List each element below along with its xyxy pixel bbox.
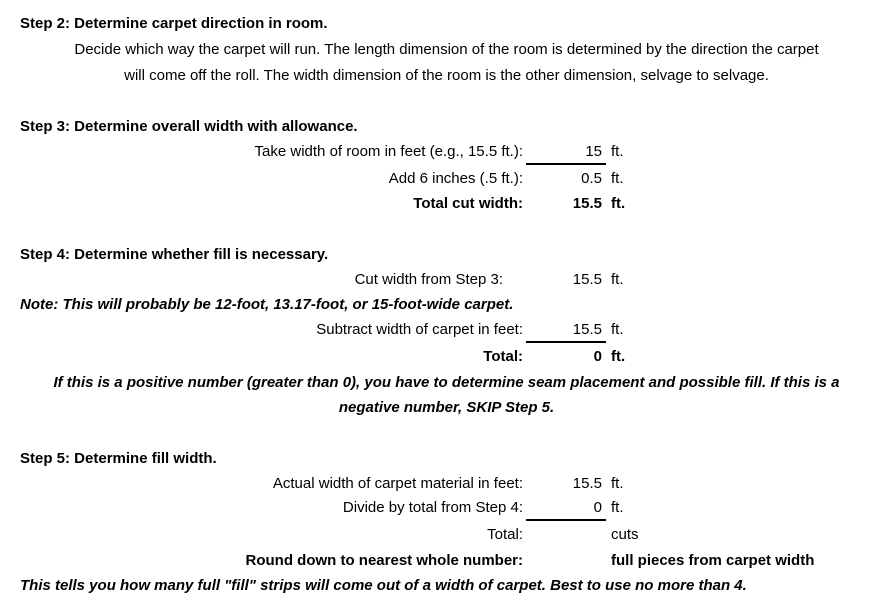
step4-total-value[interactable]: 0 — [593, 348, 602, 365]
round-down-label: Round down to nearest whole number: — [245, 552, 523, 569]
total-cut-width-label: Total cut width: — [413, 195, 523, 212]
total-cut-width-unit: ft. — [611, 195, 626, 212]
room-width-value[interactable]: 15 — [585, 143, 602, 160]
divide-by-underline — [526, 519, 606, 521]
subtract-width-label: Subtract width of carpet in feet: — [316, 321, 523, 338]
room-width-underline — [526, 163, 606, 165]
cut-width-step3-value[interactable]: 15.5 — [572, 271, 602, 288]
total-cut-width-value[interactable]: 15.5 — [572, 195, 602, 212]
subtract-width-value[interactable]: 15.5 — [572, 321, 602, 338]
actual-width-label: Actual width of carpet material in feet: — [272, 475, 523, 492]
room-width-label: Take width of room in feet (e.g., 15.5 ft.): — [254, 143, 523, 160]
allowance-value[interactable]: 0.5 — [581, 170, 602, 187]
divide-by-unit: ft. — [611, 499, 624, 516]
round-down-unit: full pieces from carpet width — [611, 552, 815, 569]
step2-heading: Step 2: Determine carpet direction in room. — [20, 15, 328, 32]
step5-total-unit: cuts — [611, 526, 639, 543]
actual-width-value[interactable]: 15.5 — [572, 475, 602, 492]
subtract-width-underline — [526, 341, 606, 343]
seam-warning-line2: negative number, SKIP Step 5. — [338, 399, 555, 416]
divide-by-value[interactable]: 0 — [593, 499, 602, 516]
step2-description-line2: will come off the roll. The width dimension of the room is the other dimension, selvage to selvage. — [124, 67, 769, 84]
divide-by-label: Divide by total from Step 4: — [342, 499, 523, 516]
step5-heading: Step 5: Determine fill width. — [20, 450, 217, 467]
room-width-unit: ft. — [611, 143, 624, 160]
step3-heading: Step 3: Determine overall width with allowance. — [20, 118, 358, 135]
cut-width-step3-unit: ft. — [611, 271, 624, 288]
fill-strips-footer: This tells you how many full "fill" strips will come out of a width of carpet. Best to use no more than 4. — [20, 577, 747, 594]
step4-total-unit: ft. — [611, 348, 626, 365]
carpet-width-note: Note: This will probably be 12-foot, 13.17-foot, or 15-foot-wide carpet. — [20, 296, 514, 313]
seam-warning-line1: If this is a positive number (greater than 0), you have to determine seam placement and possible fill. If this is a — [53, 374, 840, 391]
allowance-unit: ft. — [611, 170, 624, 187]
step4-heading: Step 4: Determine whether fill is necessary. — [20, 246, 329, 263]
step4-total-label: Total: — [483, 348, 523, 365]
cut-width-step3-label: Cut width from Step 3: — [354, 271, 503, 288]
step5-total-label: Total: — [487, 526, 523, 543]
actual-width-unit: ft. — [611, 475, 624, 492]
step2-description-line1: Decide which way the carpet will run. The length dimension of the room is determined by the direction the carpet — [74, 41, 819, 58]
allowance-label: Add 6 inches (.5 ft.): — [388, 170, 523, 187]
subtract-width-unit: ft. — [611, 321, 624, 338]
